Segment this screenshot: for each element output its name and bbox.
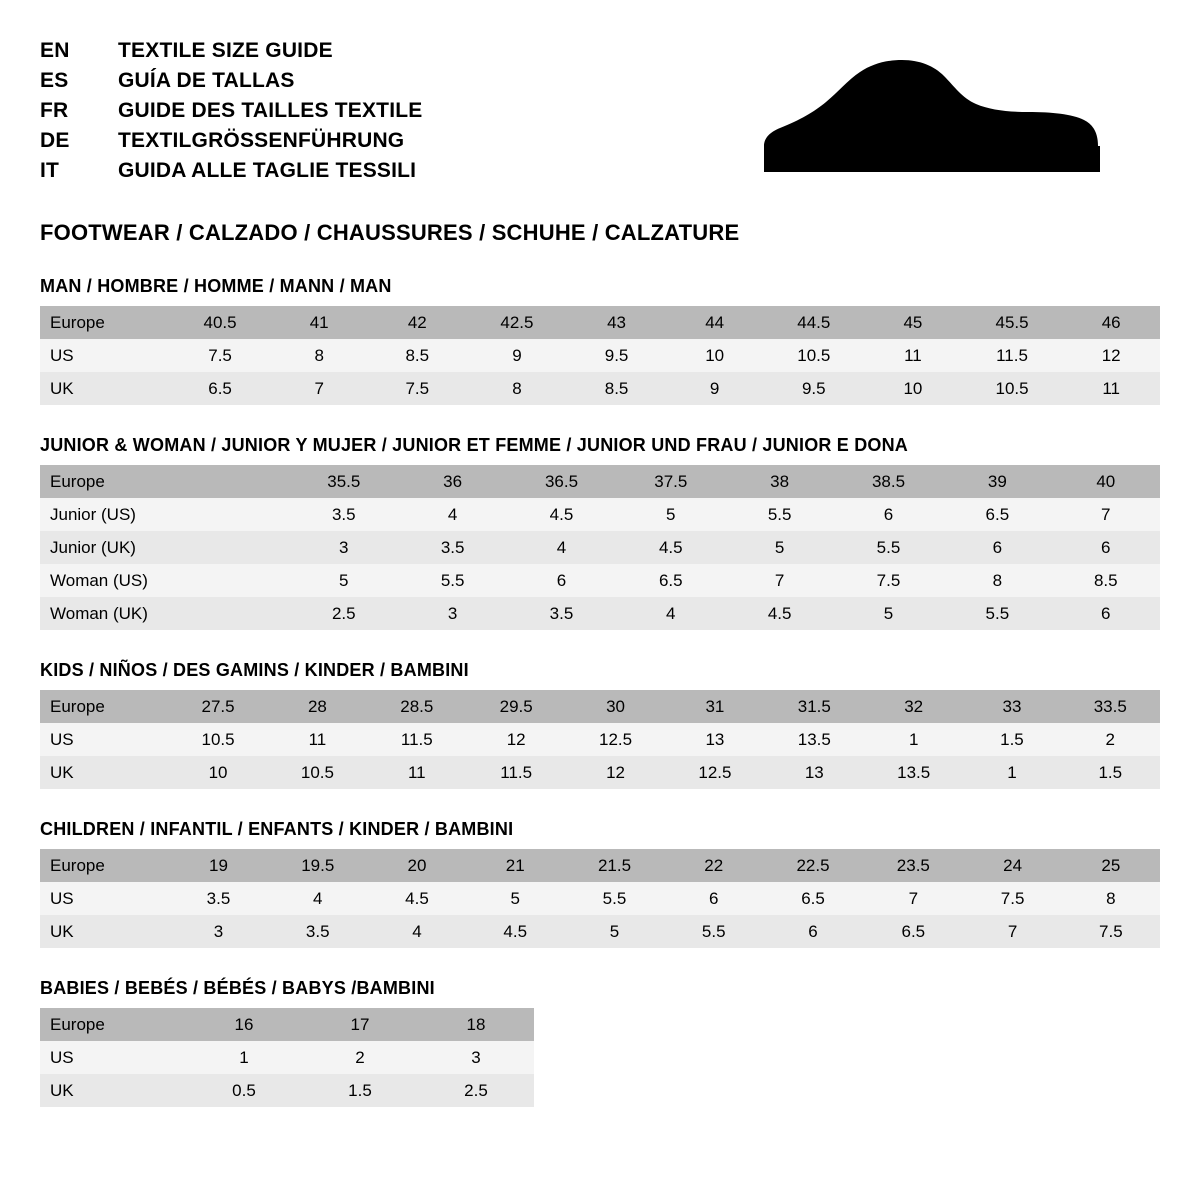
- cell: 13: [665, 723, 764, 756]
- cell: 31.5: [765, 690, 864, 723]
- cell: 45: [864, 306, 962, 339]
- section-title: JUNIOR & WOMAN / JUNIOR Y MUJER / JUNIOR ET FEMME / JUNIOR UND FRAU / JUNIOR E DONA: [40, 435, 909, 455]
- cell: 7: [1052, 498, 1160, 531]
- language-titles: [40, 36, 422, 186]
- language-title: TEXTILGRÖSSENFÜHRUNG: [118, 129, 405, 152]
- cell: 27.5: [168, 690, 267, 723]
- cell: 40.5: [170, 306, 271, 339]
- cell: [183, 498, 289, 531]
- cell: 5: [289, 564, 398, 597]
- cell: 4.5: [507, 498, 616, 531]
- cell: 3: [169, 915, 267, 948]
- cell: 28: [268, 690, 367, 723]
- cell: 5.5: [398, 564, 506, 597]
- cell: 7.5: [834, 564, 943, 597]
- row-label: Junior (UK): [40, 531, 183, 564]
- table-row: [40, 1041, 534, 1074]
- cell: 10.5: [962, 372, 1063, 405]
- cell: 20: [368, 849, 466, 882]
- cell: 32: [864, 690, 963, 723]
- cell: 1.5: [302, 1074, 418, 1107]
- row-label: UK: [40, 915, 169, 948]
- cell: 10.5: [268, 756, 367, 789]
- cell: 4.5: [368, 882, 466, 915]
- cell: 3.5: [398, 531, 506, 564]
- cell: 3.5: [289, 498, 398, 531]
- cell: 5.5: [834, 531, 943, 564]
- cell: 6: [1052, 531, 1160, 564]
- row-label: Europe: [40, 306, 170, 339]
- row-label: Europe: [40, 465, 183, 498]
- cell: 12: [1062, 339, 1160, 372]
- cell: 0.5: [186, 1074, 302, 1107]
- cell: 41: [270, 306, 368, 339]
- cell: 5: [466, 882, 564, 915]
- row-label: Woman (UK): [40, 597, 183, 630]
- cell: 11: [268, 723, 367, 756]
- cell: 46: [1062, 306, 1160, 339]
- cell: 42.5: [467, 306, 568, 339]
- cell: 6: [665, 882, 763, 915]
- cell: [183, 564, 289, 597]
- cell: 9.5: [567, 339, 666, 372]
- page-header: [40, 30, 1160, 186]
- table-row: [40, 882, 1160, 915]
- cell: 5.5: [725, 498, 833, 531]
- cell: 2.5: [289, 597, 398, 630]
- cell: 29.5: [467, 690, 566, 723]
- cell: 3: [289, 531, 398, 564]
- language-code: EN: [40, 39, 70, 62]
- language-row: [40, 126, 422, 156]
- cell: 13.5: [864, 756, 963, 789]
- cell: 12: [467, 723, 566, 756]
- cell: 18: [418, 1008, 534, 1041]
- cell: 4: [268, 882, 368, 915]
- table-row: [40, 849, 1160, 882]
- row-label: US: [40, 1041, 186, 1074]
- language-row: [40, 66, 422, 96]
- table-row: [40, 531, 1160, 564]
- section-title: KIDS / NIÑOS / DES GAMINS / KINDER / BAMBINI: [40, 660, 469, 680]
- cell: 36: [398, 465, 506, 498]
- cell: 2.5: [418, 1074, 534, 1107]
- cell: 10.5: [763, 339, 864, 372]
- cell: 6: [507, 564, 616, 597]
- cell: 7: [725, 564, 833, 597]
- cell: 7: [863, 882, 963, 915]
- section-children: [40, 819, 1160, 948]
- cell: 2: [1061, 723, 1160, 756]
- table-row: [40, 465, 1160, 498]
- cell: 1: [186, 1041, 302, 1074]
- row-label: US: [40, 339, 170, 372]
- cell: 3: [418, 1041, 534, 1074]
- cell: [183, 531, 289, 564]
- cell: 17: [302, 1008, 418, 1041]
- cell: 4.5: [725, 597, 833, 630]
- cell: 44: [666, 306, 764, 339]
- cell: 4: [616, 597, 725, 630]
- language-row: [40, 36, 422, 66]
- cell: 5.5: [943, 597, 1051, 630]
- cell: 28.5: [367, 690, 466, 723]
- cell: 42: [368, 306, 467, 339]
- cell: 11: [367, 756, 466, 789]
- cell: 38: [725, 465, 833, 498]
- cell: 2: [302, 1041, 418, 1074]
- cell: 30: [566, 690, 665, 723]
- cell: 6: [943, 531, 1051, 564]
- table-row: [40, 597, 1160, 630]
- cell: 5.5: [564, 882, 664, 915]
- cell: 21.5: [564, 849, 664, 882]
- table-row: [40, 306, 1160, 339]
- section-title: CHILDREN / INFANTIL / ENFANTS / KINDER / BAMBINI: [40, 819, 514, 839]
- cell: 1.5: [963, 723, 1060, 756]
- cell: 39: [943, 465, 1051, 498]
- size-table-man: [40, 306, 1160, 405]
- cell: 11.5: [962, 339, 1063, 372]
- row-label: Europe: [40, 690, 168, 723]
- language-code: IT: [40, 159, 60, 182]
- cell: [183, 597, 289, 630]
- table-row: [40, 372, 1160, 405]
- cell: 5: [564, 915, 664, 948]
- language-code: ES: [40, 69, 69, 92]
- cell: 4: [398, 498, 506, 531]
- cell: 24: [963, 849, 1061, 882]
- cell: 6.5: [863, 915, 963, 948]
- row-label: Europe: [40, 1008, 186, 1041]
- table-row: [40, 1008, 534, 1041]
- cell: 11: [864, 339, 962, 372]
- cell: 43: [567, 306, 666, 339]
- cell: 8.5: [368, 339, 467, 372]
- cell: 37.5: [616, 465, 725, 498]
- cell: 7: [270, 372, 368, 405]
- language-title: GUÍA DE TALLAS: [118, 69, 295, 92]
- cell: 1.5: [1061, 756, 1160, 789]
- cell: 40: [1052, 465, 1160, 498]
- table-row: [40, 690, 1160, 723]
- table-row: [40, 564, 1160, 597]
- cell: 10.5: [168, 723, 267, 756]
- row-label: Junior (US): [40, 498, 183, 531]
- cell: 25: [1062, 849, 1160, 882]
- language-code: FR: [40, 99, 69, 122]
- cell: 22.5: [763, 849, 863, 882]
- table-row: [40, 498, 1160, 531]
- row-label: Europe: [40, 849, 169, 882]
- cell: [183, 465, 289, 498]
- cell: 7: [963, 915, 1061, 948]
- cell: 7.5: [1062, 915, 1160, 948]
- cell: 4.5: [466, 915, 564, 948]
- cell: 10: [666, 339, 764, 372]
- cell: 6.5: [943, 498, 1051, 531]
- cell: 11.5: [367, 723, 466, 756]
- cell: 12.5: [566, 723, 665, 756]
- cell: 8: [270, 339, 368, 372]
- cell: 3.5: [268, 915, 368, 948]
- language-title: GUIDE DES TAILLES TEXTILE: [118, 99, 423, 122]
- cell: 5: [834, 597, 943, 630]
- language-row: [40, 96, 422, 126]
- cell: 10: [864, 372, 962, 405]
- table-row: [40, 1074, 534, 1107]
- cell: 9: [467, 339, 568, 372]
- cell: 33.5: [1061, 690, 1160, 723]
- cell: 11.5: [467, 756, 566, 789]
- cell: 4: [368, 915, 466, 948]
- cell: 8.5: [567, 372, 666, 405]
- section-title: BABIES / BEBÉS / BÉBÉS / BABYS /BAMBINI: [40, 978, 435, 998]
- section-man: [40, 276, 1160, 405]
- cell: 4: [507, 531, 616, 564]
- section-kids: [40, 660, 1160, 789]
- section-junior-woman: [40, 435, 1160, 630]
- cell: 8: [943, 564, 1051, 597]
- table-row: [40, 915, 1160, 948]
- cell: 21: [466, 849, 564, 882]
- table-row: [40, 723, 1160, 756]
- size-table-kids: [40, 690, 1160, 789]
- section-title: MAN / HOMBRE / HOMME / MANN / MAN: [40, 276, 392, 296]
- language-row: [40, 156, 422, 186]
- cell: 33: [963, 690, 1060, 723]
- cell: 3.5: [507, 597, 616, 630]
- cell: 1: [963, 756, 1060, 789]
- cell: 6.5: [616, 564, 725, 597]
- cell: 5.5: [665, 915, 763, 948]
- table-row: [40, 756, 1160, 789]
- cell: 31: [665, 690, 764, 723]
- cell: 44.5: [763, 306, 864, 339]
- cell: 9.5: [763, 372, 864, 405]
- cell: 6: [1052, 597, 1160, 630]
- cell: 7.5: [170, 339, 271, 372]
- cell: 5: [725, 531, 833, 564]
- cell: 7.5: [963, 882, 1061, 915]
- cell: 35.5: [289, 465, 398, 498]
- category-title: FOOTWEAR / CALZADO / CHAUSSURES / SCHUHE / CALZATURE: [40, 220, 740, 245]
- language-title: TEXTILE SIZE GUIDE: [118, 39, 333, 62]
- language-title: GUIDA ALLE TAGLIE TESSILI: [118, 159, 417, 182]
- cell: 13.5: [765, 723, 864, 756]
- size-table-junior-woman: [40, 465, 1160, 630]
- cell: 6.5: [170, 372, 271, 405]
- cell: 12.5: [665, 756, 764, 789]
- size-table-babies: [40, 1008, 534, 1107]
- cell: 38.5: [834, 465, 943, 498]
- row-label: US: [40, 723, 168, 756]
- size-table-children: [40, 849, 1160, 948]
- cell: 4.5: [616, 531, 725, 564]
- cell: 45.5: [962, 306, 1063, 339]
- cell: 19: [169, 849, 267, 882]
- cell: 9: [666, 372, 764, 405]
- cell: 8: [1062, 882, 1160, 915]
- cell: 8: [467, 372, 568, 405]
- cell: 12: [566, 756, 665, 789]
- row-label: UK: [40, 1074, 186, 1107]
- cell: 7.5: [368, 372, 467, 405]
- cell: 3.5: [169, 882, 267, 915]
- cell: 3: [398, 597, 506, 630]
- cell: 1: [864, 723, 963, 756]
- cell: 23.5: [863, 849, 963, 882]
- cell: 36.5: [507, 465, 616, 498]
- row-label: US: [40, 882, 169, 915]
- cell: 5: [616, 498, 725, 531]
- cell: 13: [765, 756, 864, 789]
- dress-shoe-icon: [752, 50, 1102, 185]
- cell: 16: [186, 1008, 302, 1041]
- cell: 22: [665, 849, 763, 882]
- cell: 6.5: [763, 882, 863, 915]
- cell: 6: [834, 498, 943, 531]
- row-label: UK: [40, 756, 168, 789]
- cell: 8.5: [1052, 564, 1160, 597]
- section-babies: [40, 978, 1160, 1107]
- language-code: DE: [40, 129, 70, 152]
- cell: 6: [763, 915, 863, 948]
- row-label: UK: [40, 372, 170, 405]
- table-row: [40, 339, 1160, 372]
- cell: 19.5: [268, 849, 368, 882]
- row-label: Woman (US): [40, 564, 183, 597]
- cell: 10: [168, 756, 267, 789]
- cell: 11: [1062, 372, 1160, 405]
